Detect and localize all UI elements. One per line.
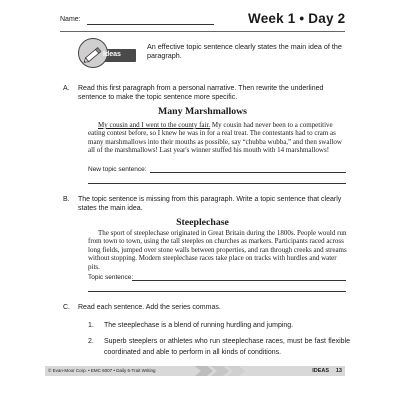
section-b-title: Steeplechase	[176, 217, 229, 228]
section-a-title: Many Marshmallows	[158, 106, 247, 117]
section-a-paragraph-rest: My cousin had never been to a competitive eating contest before, so I knew he was in for a real treat. The contestants had to cram as many marshmallows into their mouths as possible, say “chubba wubba,” and then swallow all of the marshmallows! Last year's winner stuffed his mouth with 14 marshmallows!	[88, 121, 342, 155]
section-a-instructions: Read this first paragraph from a personal narrative. Then rewrite the underlined sentence to make the topic sentence more specific.	[78, 85, 324, 101]
section-c-letter: C.	[63, 304, 70, 311]
item-number: 1.	[88, 322, 94, 329]
section-c-instructions: Read each sentence. Add the series commas.	[78, 304, 221, 311]
page-footer	[45, 366, 345, 376]
page-number: 13	[335, 367, 342, 374]
footer-arrows-decoration	[195, 366, 255, 376]
section-b-letter: B.	[63, 196, 70, 203]
new-topic-sentence-line-2[interactable]	[88, 183, 346, 184]
underlined-sentence: My cousin and I went to the county fair.	[98, 121, 211, 129]
item-sentence: The steeplechase is a blend of running hurdling and jumping.	[104, 322, 294, 329]
item-number: 2.	[88, 338, 94, 345]
name-field-line[interactable]	[87, 24, 214, 25]
lesson-intro: An effective topic sentence clearly states the main idea of the paragraph.	[147, 42, 342, 60]
ideas-badge	[78, 38, 138, 72]
section-a-paragraph	[88, 121, 350, 155]
list-item	[88, 320, 350, 332]
item-sentence: Superb steeplers or athletes who run steeplechase races, must be fast flexible coordinated and able to perform in all kinds of conditions.	[104, 338, 350, 356]
footer-section-label: IDEAS	[312, 367, 329, 374]
new-topic-sentence-line-1[interactable]	[150, 172, 346, 173]
new-topic-sentence-label: New topic sentence:	[88, 166, 147, 173]
topic-sentence-line-1[interactable]	[132, 280, 346, 281]
name-label: Name:	[60, 16, 81, 23]
page-title: Week 1 • Day 2	[248, 11, 346, 26]
list-item	[88, 336, 350, 360]
ideas-badge-label: Ideas	[103, 51, 121, 58]
section-a-letter: A.	[63, 85, 70, 92]
topic-sentence-line-2[interactable]	[88, 291, 346, 292]
header-divider	[60, 31, 345, 32]
copyright-text: © Evan-Moor Corp. • EMC 6007 • Daily 6-Trait Writing	[48, 368, 156, 373]
topic-sentence-label: Topic sentence:	[88, 274, 134, 281]
section-b-instructions: The topic sentence is missing from this paragraph. Write a topic sentence that clearly states the main idea.	[78, 196, 342, 212]
section-b-paragraph: The sport of steeplechase originated in Great Britain during the 1800s. People would run from town to town, using the tall steeples on churches as markers. Participants raced across long fields, jumped over stone walls between properties, and ran through creeks and streams without stopping. Modern steeplechase races take place on tracks with hurdles and water pits.	[88, 229, 347, 271]
